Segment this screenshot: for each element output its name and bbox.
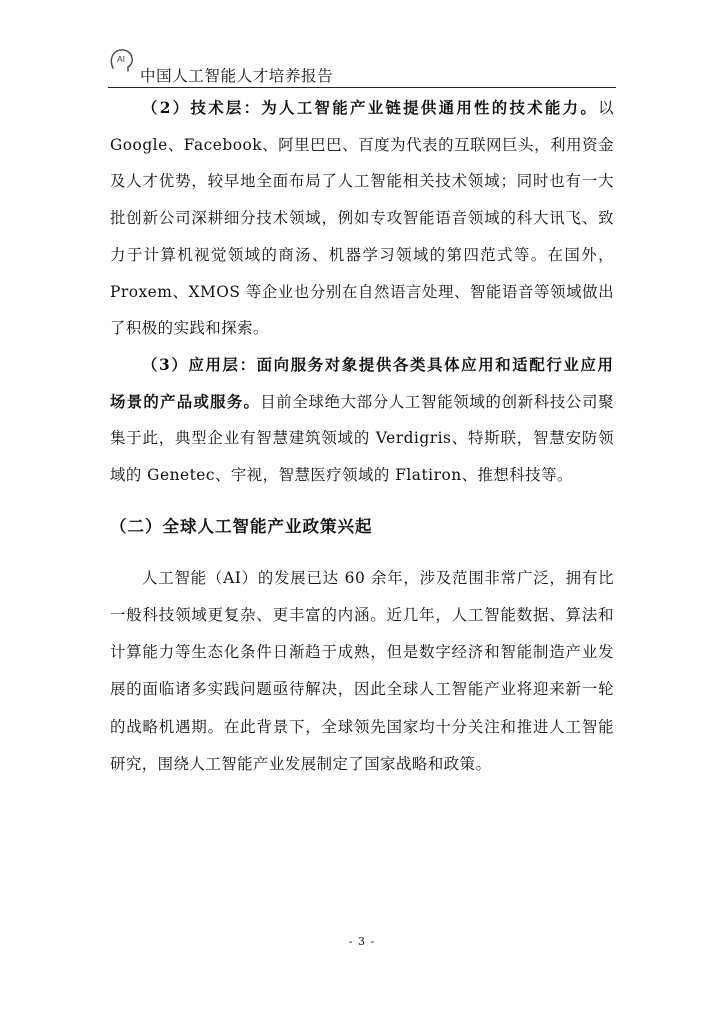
header-divider <box>108 87 616 88</box>
tech-layer-paragraph <box>110 90 614 347</box>
app-layer-body: 目前全球绝大部分人工智能领域的创新科技公司聚集于此，典型企业有智慧建筑领域的 Verdigris、特斯联，智慧安防领域的 Genetec、宇视，智慧医疗领域的 Flatiron、推想科技等。 <box>110 392 614 485</box>
tech-layer-body: 以Google、Facebook、阿里巴巴、百度为代表的互联网巨头，利用资金及人才优势，较早地全面布局了人工智能相关技术领域；同时也有一大批创新公司深耕细分技术领域，例如专攻智能语音领域的科大讯飞、致力于计算机视觉领域的商汤、机器学习领域的第四范式等。在国外，Proxem、XMOS 等企业也分别在自然语言处理、智能语音等领域做出了积极的实践和探索。 <box>110 99 614 338</box>
header-title: 中国人工智能人才培养报告 <box>140 67 334 85</box>
page-number: - 3 - <box>348 935 376 948</box>
section-content <box>110 560 614 783</box>
app-layer-paragraph <box>110 347 614 494</box>
app-layer-label: （3）应用层：面向服务对象提供各类具体应用和适配行业应用场景的产品或服务。 <box>110 355 614 411</box>
document-body <box>110 90 614 783</box>
svg-text:AI: AI <box>117 54 126 64</box>
page-header <box>108 40 616 88</box>
ai-logo-icon <box>108 46 136 74</box>
tech-layer-label: （2）技术层：为人工智能产业链提供通用性的技术能力。 <box>142 99 599 117</box>
policy-paragraph: 人工智能（AI）的发展已达 60 余年，涉及范围非常广泛，拥有比一般科技领域更复杂、更丰富的内涵。近几年，人工智能数据、算法和计算能力等生态化条件日渐趋于成熟，但是数字经济和智能制造产业发展的面临诸多实践问题亟待解决，因此全球人工智能产业将迎来新一轮的战略机遇期。在此背景下，全球领先国家均十分关注和推进人工智能研究，围绕人工智能产业发展制定了国家战略和政策。 <box>110 568 614 773</box>
section-heading: （二）全球人工智能产业政策兴起 <box>110 516 373 536</box>
